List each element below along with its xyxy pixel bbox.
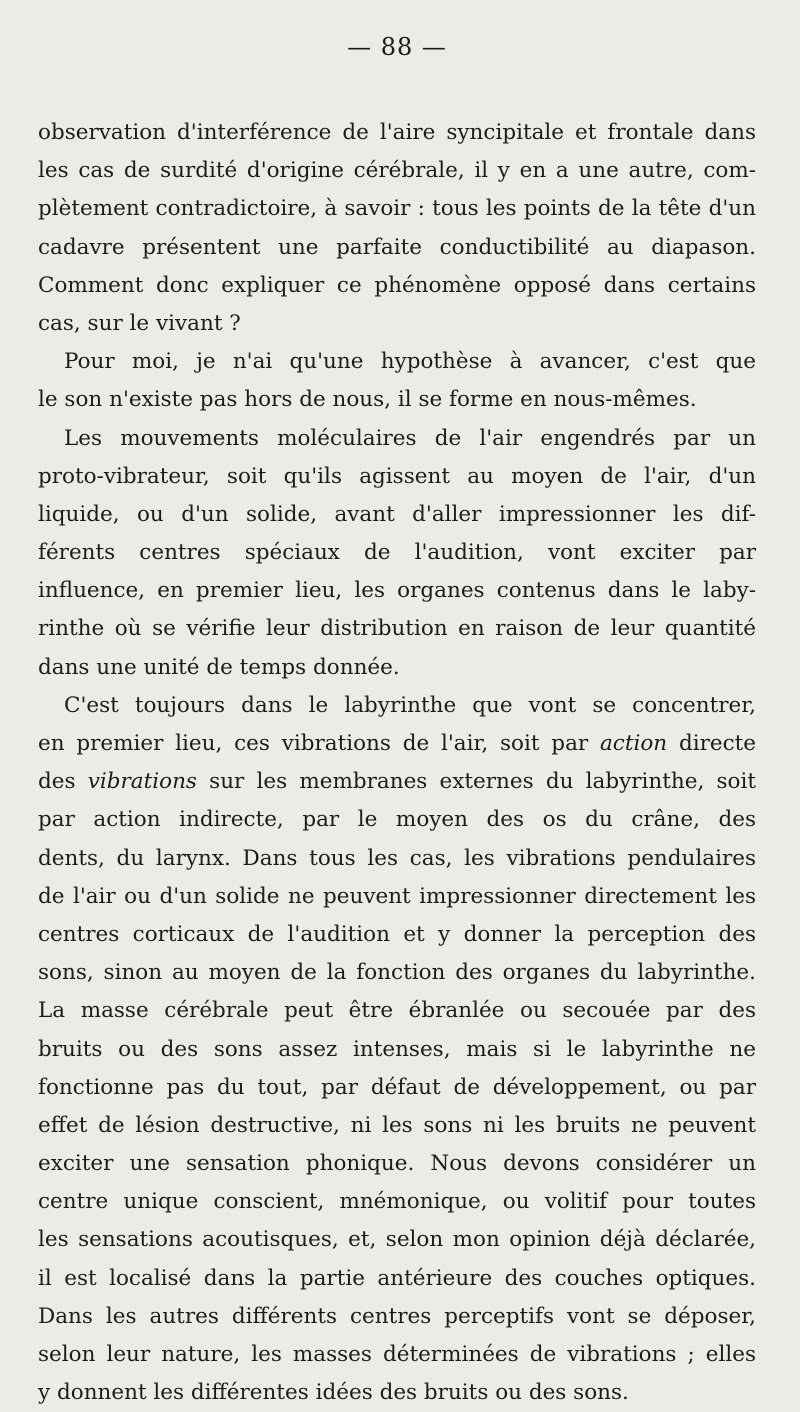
text-fragment: directe (678, 731, 756, 756)
text-line: les sensations acoutisques, et, selon mon opinion déjà déclarée, (38, 1227, 756, 1253)
text-line: de l'air ou d'un solide ne peuvent impressionner directement les (38, 883, 756, 909)
text-line: les cas de surdité d'origine cérébrale, il y en a une autre, com- (38, 158, 756, 184)
text-line: Dans les autres différents centres perceptifs vont se déposer, (38, 1303, 756, 1329)
page-number: — 88 — (347, 33, 447, 61)
text-line: cadavre présentent une parfaite conductibilité au diapason. (38, 234, 756, 260)
text-line: centre unique conscient, mnémonique, ou volitif pour toutes (38, 1189, 756, 1215)
text-fragment: des (38, 769, 76, 795)
text-line: effet de lésion destructive, ni les sons ni les bruits ne peuvent (38, 1112, 756, 1138)
text-line-mixed (38, 763, 756, 801)
text-line: par action indirecte, par le moyen des os du crâne, des (38, 807, 756, 833)
text-line: Comment donc expliquer ce phénomène opposé dans certains (38, 272, 756, 298)
italic-word: vibrations (87, 769, 197, 795)
text-line: observation d'interférence de l'aire syncipitale et frontale dans (38, 120, 756, 145)
text-line: rinthe où se vérifie leur distribution en raison de leur quantité (38, 616, 756, 642)
text-line-mixed (38, 725, 756, 763)
text-line: influence, en premier lieu, les organes contenus dans le laby- (38, 578, 756, 604)
text-line: y donnent les différentes idées des bruits ou des sons. (38, 1380, 629, 1406)
text-line: centres corticaux de l'audition et y donner la perception des (38, 921, 756, 947)
text-line: La masse cérébrale peut être ébranlée ou secouée par des (38, 998, 756, 1024)
italic-word: action (599, 731, 668, 756)
text-line: fonctionne pas du tout, par défaut de développement, ou par (38, 1074, 756, 1100)
text-line: proto-vibrateur, soit qu'ils agissent au moyen de l'air, d'un (38, 463, 756, 489)
text-line: bruits ou des sons assez intenses, mais si le labyrinthe ne (38, 1036, 756, 1062)
text-line: Pour moi, je n'ai qu'une hypothèse à avancer, c'est que (64, 349, 756, 375)
text-line: plètement contradictoire, à savoir : tous les points de la tête d'un (38, 196, 756, 222)
text-line: liquide, ou d'un solide, avant d'aller impressionner les dif- (38, 501, 756, 527)
body-text (38, 114, 756, 1412)
text-line: dents, du larynx. Dans tous les cas, les vibrations pendulaires (38, 845, 756, 871)
text-line: C'est toujours dans le labyrinthe que vont se concentrer, (64, 692, 756, 718)
text-fragment: sur les membranes externes du labyrinthe, soit (209, 769, 756, 795)
text-line: exciter une sensation phonique. Nous devons considérer un (38, 1151, 756, 1177)
text-fragment: en premier lieu, ces vibrations de l'air, soit par (38, 731, 589, 756)
text-line: il est localisé dans la partie antérieure des couches optiques. (38, 1265, 756, 1291)
text-line: cas, sur le vivant ? (38, 310, 241, 336)
text-line: férents centres spéciaux de l'audition, vont exciter par (38, 540, 756, 566)
text-line: selon leur nature, les masses déterminées de vibrations ; elles (38, 1342, 756, 1367)
text-line: sons, sinon au moyen de la fonction des organes du labyrinthe. (38, 960, 756, 986)
text-line: Les mouvements moléculaires de l'air engendrés par un (64, 425, 756, 451)
text-line: dans une unité de temps donnée. (38, 654, 400, 680)
text-line: le son n'existe pas hors de nous, il se forme en nous-mêmes. (38, 387, 697, 413)
